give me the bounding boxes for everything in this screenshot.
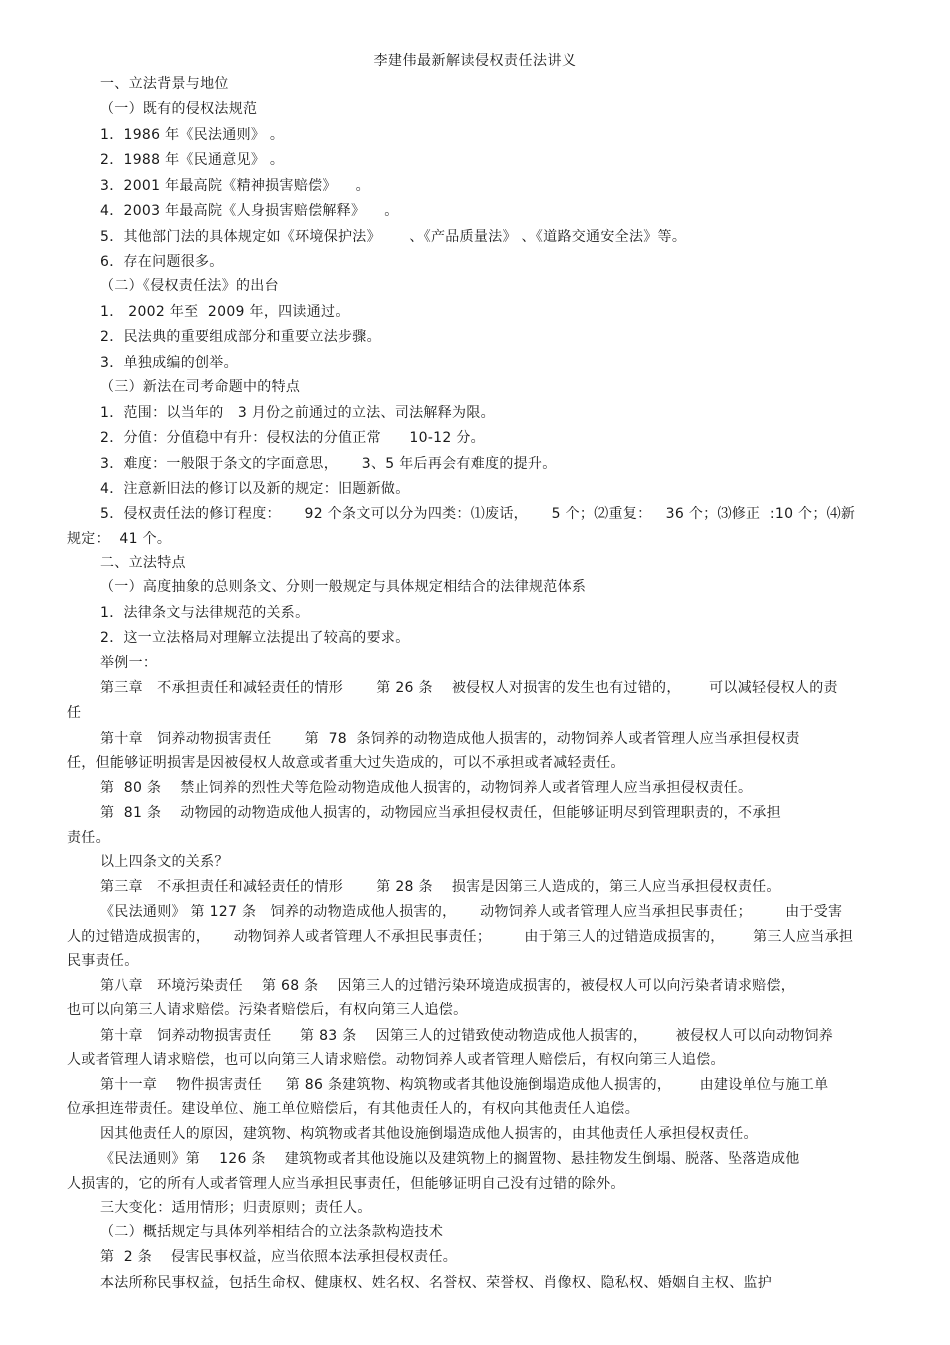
text-line: 第 81 条 动物园的动物造成他人损害的，动物园应当承担侵权责任，但能够证明尽到管理职责的，不承担: [100, 805, 781, 821]
document-title: 李建伟最新解读侵权责任法讲义: [373, 53, 577, 69]
text-line: （三）新法在司考命题中的特点: [100, 379, 301, 395]
text-line: （一）既有的侵权法规范: [100, 101, 258, 117]
text-line: 1． 2002 年至 2009 年，四读通过。: [100, 304, 350, 320]
text-line: 2．这一立法格局对理解立法提出了较高的要求。: [100, 630, 410, 646]
text-line: 第十一章 物件损害责任 第 86 条建筑物、构筑物或者其他设施倒塌造成他人损害的， 由建设单位与施工单: [100, 1077, 829, 1093]
text-line: 因其他责任人的原因，建筑物、构筑物或者其他设施倒塌造成他人损害的，由其他责任人承担侵权责任。: [100, 1126, 758, 1142]
text-line: 1．法律条文与法律规范的关系。: [100, 605, 310, 621]
text-line: 4．注意新旧法的修订以及新的规定：旧题新做。: [100, 481, 410, 497]
text-line: 第三章 不承担责任和减轻责任的情形 第 28 条 损害是因第三人造成的，第三人应当承担侵权责任。: [100, 879, 781, 895]
text-line: 4．2003 年最高院《人身损害赔偿解释》 。: [100, 203, 399, 219]
text-line: 三大变化：适用情形；归责原则；责任人。: [100, 1200, 372, 1216]
text-line: 以上四条文的关系？: [100, 854, 229, 870]
text-line: 第十章 饲养动物损害责任 第 83 条 因第三人的过错致使动物造成他人损害的， 被侵权人可以向动物饲养: [100, 1028, 834, 1044]
text-line: 2．分值：分值稳中有升：侵权法的分值正常 10-12 分。: [100, 430, 485, 446]
text-line: 5．其他部门法的具体规定如《环境保护法》 、《产品质量法》 、《道路交通安全法》等。: [100, 229, 687, 245]
text-line: 二、立法特点: [100, 555, 186, 571]
text-line: 本法所称民事权益，包括生命权、健康权、姓名权、名誉权、荣誉权、肖像权、隐私权、婚姻自主权、监护: [100, 1275, 773, 1291]
text-line: 5．侵权责任法的修订程度： 92 个条文可以分为四类：⑴废话， 5 个；⑵重复： 36 个；⑶修正 :10 个；⑷新: [100, 506, 856, 522]
text-line: 责任。: [67, 830, 110, 846]
text-line: 1．1986 年《民法通则》 。: [100, 127, 285, 143]
text-line: 人的过错造成损害的， 动物饲养人或者管理人不承担民事责任； 由于第三人的过错造成损害的， 第三人应当承担: [67, 929, 854, 945]
text-line: （二）《侵权责任法》的出台: [100, 278, 279, 294]
text-line: 一、立法背景与地位: [100, 76, 229, 92]
text-line: 3．难度：一般限于条文的字面意思， 3、5 年后再会有难度的提升。: [100, 456, 557, 472]
text-line: 第三章 不承担责任和减轻责任的情形 第 26 条 被侵权人对损害的发生也有过错的， 可以减轻侵权人的责: [100, 680, 838, 696]
text-line: 民事责任。: [67, 953, 139, 969]
text-line: 第十章 饲养动物损害责任 第 78 条饲养的动物造成他人损害的，动物饲养人或者管理人应当承担侵权责: [100, 731, 800, 747]
text-line: 人损害的，它的所有人或者管理人应当承担民事责任，但能够证明自己没有过错的除外。: [67, 1176, 625, 1192]
text-line: 3．2001 年最高院《精神损害赔偿》 。: [100, 178, 370, 194]
text-line: 《民法通则》 第 127 条 饲养的动物造成他人损害的， 动物饲养人或者管理人应当承担民事责任； 由于受害: [100, 904, 843, 920]
text-line: 2．1988 年《民通意见》 。: [100, 152, 285, 168]
text-line: 人或者管理人请求赔偿，也可以向第三人请求赔偿。动物饲养人或者管理人赔偿后，有权向第三人追偿。: [67, 1052, 725, 1068]
text-line: 2．民法典的重要组成部分和重要立法步骤。: [100, 329, 381, 345]
text-line: （二）概括规定与具体列举相结合的立法条款构造技术: [100, 1224, 444, 1240]
text-line: 第八章 环境污染责任 第 68 条 因第三人的过错污染环境造成损害的，被侵权人可以向污染者请求赔偿，: [100, 978, 796, 994]
text-line: 任，但能够证明损害是因被侵权人故意或者重大过失造成的，可以不承担或者减轻责任。: [67, 755, 625, 771]
text-line: 位承担连带责任。建设单位、施工单位赔偿后，有其他责任人的，有权向其他责任人追偿。: [67, 1101, 639, 1117]
text-line: 6．存在问题很多。: [100, 254, 224, 270]
text-line: 《民法通则》第 126 条 建筑物或者其他设施以及建筑物上的搁置物、悬挂物发生倒塌、脱落、坠落造成他: [100, 1151, 800, 1167]
text-line: 任: [67, 705, 82, 721]
text-line: 举例一：: [100, 655, 158, 671]
text-line: （一）高度抽象的总则条文、分则一般规定与具体规定相结合的法律规范体系: [100, 579, 587, 595]
text-line: 3．单独成编的创举。: [100, 355, 238, 371]
text-line: 规定： 41 个。: [67, 531, 172, 547]
text-line: 第 80 条 禁止饲养的烈性犬等危险动物造成他人损害的，动物饲养人或者管理人应当承担侵权责任。: [100, 780, 753, 796]
text-line: 1．范围：以当年的 3 月份之前通过的立法、司法解释为限。: [100, 405, 495, 421]
text-line: 第 2 条 侵害民事权益，应当依照本法承担侵权责任。: [100, 1249, 458, 1265]
text-line: 也可以向第三人请求赔偿。污染者赔偿后，有权向第三人追偿。: [67, 1002, 468, 1018]
